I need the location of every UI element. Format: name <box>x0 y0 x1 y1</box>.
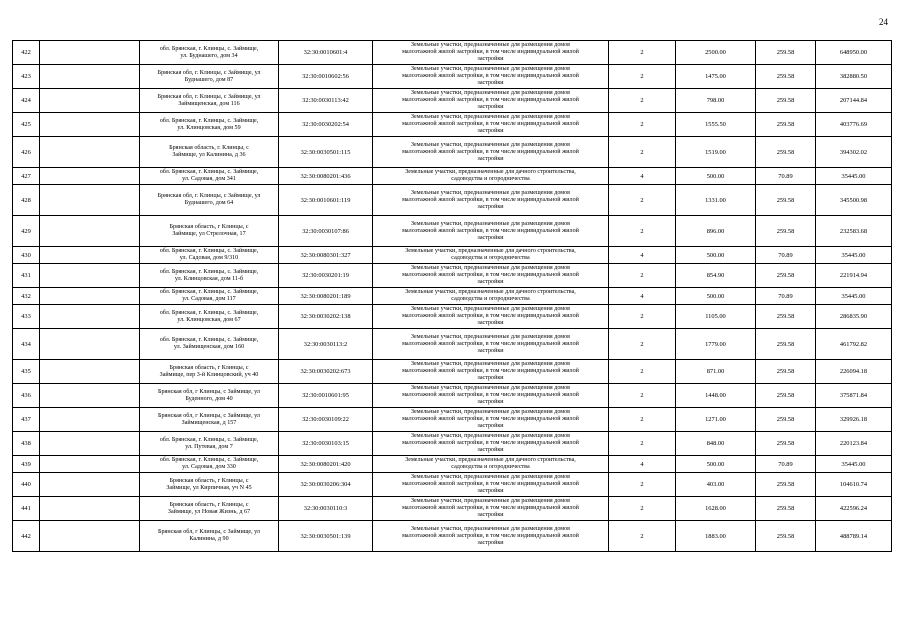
cadastral-value: 220123.84 <box>816 432 892 456</box>
land-use-cell: Земельные участки, предназначенные для размещения домов малоэтажной жилой застройки, в том числе индивидуальной жилой застройки <box>373 137 609 168</box>
group-number: 2 <box>609 521 676 552</box>
address-cell: Брянская обл, г Клинцы, с Займище, ул Займищенская, д 157 <box>140 408 279 432</box>
group-number: 2 <box>609 360 676 384</box>
area-cell: 500.00 <box>676 456 756 473</box>
row-number: 422 <box>13 41 40 65</box>
area-cell: 2500.00 <box>676 41 756 65</box>
rate-cell: 259.58 <box>756 264 816 288</box>
rate-cell: 70.89 <box>756 456 816 473</box>
area-cell: 1883.00 <box>676 521 756 552</box>
blank-cell <box>40 89 140 113</box>
address-cell: обл. Брянская, г. Клинцы, с. Займище, ул. Клинцовская, дом 67 <box>140 305 279 329</box>
cadastral-value: 382880.50 <box>816 65 892 89</box>
cadastral-value: 648950.00 <box>816 41 892 65</box>
group-number: 2 <box>609 137 676 168</box>
row-number: 435 <box>13 360 40 384</box>
table-row <box>13 408 892 432</box>
group-number: 2 <box>609 89 676 113</box>
rate-cell: 259.58 <box>756 384 816 408</box>
area-cell: 871.00 <box>676 360 756 384</box>
cadastral-number: 32:30:0030110:3 <box>279 497 373 521</box>
land-use-cell: Земельные участки, предназначенные для размещения домов малоэтажной жилой застройки, в том числе индивидуальной жилой застройки <box>373 360 609 384</box>
table-row <box>13 521 892 552</box>
cadastral-number: 32:30:0030109:22 <box>279 408 373 432</box>
cadastral-value: 461792.82 <box>816 329 892 360</box>
blank-cell <box>40 216 140 247</box>
blank-cell <box>40 497 140 521</box>
group-number: 4 <box>609 288 676 305</box>
address-cell: обл. Брянская, г. Клинцы, с. Займище, ул. Садовая, дом 9/310 <box>140 247 279 264</box>
area-cell: 500.00 <box>676 168 756 185</box>
address-cell: Брянская область, г Клинцы, с Займище, ул Кирпичная, уч N 45 <box>140 473 279 497</box>
cadastral-number: 32:30:0030201:19 <box>279 264 373 288</box>
land-plots-table <box>12 40 892 552</box>
group-number: 2 <box>609 497 676 521</box>
rate-cell: 259.58 <box>756 497 816 521</box>
rate-cell: 259.58 <box>756 360 816 384</box>
address-cell: Брянская обл, г. Клинцы, с Займище, ул Буднашего, дом 64 <box>140 185 279 216</box>
address-cell: обл. Брянская, г. Клинцы, с. Займище, ул. Садовая, дом 341 <box>140 168 279 185</box>
blank-cell <box>40 305 140 329</box>
rate-cell: 259.58 <box>756 89 816 113</box>
table-row <box>13 89 892 113</box>
cadastral-value: 221914.94 <box>816 264 892 288</box>
area-cell: 1331.00 <box>676 185 756 216</box>
rate-cell: 259.58 <box>756 41 816 65</box>
rate-cell: 259.58 <box>756 432 816 456</box>
address-cell: Брянская область, г Клинцы, с Займище, ул Стрелочная, 17 <box>140 216 279 247</box>
rate-cell: 259.58 <box>756 65 816 89</box>
row-number: 428 <box>13 185 40 216</box>
cadastral-value: 35445.00 <box>816 168 892 185</box>
address-cell: обл. Брянская, г. Клинцы, с. Займище, ул. Клинцовская, дом 11-б <box>140 264 279 288</box>
table-row <box>13 360 892 384</box>
group-number: 2 <box>609 329 676 360</box>
rate-cell: 259.58 <box>756 521 816 552</box>
group-number: 2 <box>609 473 676 497</box>
cadastral-value: 35445.00 <box>816 247 892 264</box>
area-cell: 1555.50 <box>676 113 756 137</box>
land-use-cell: Земельные участки, предназначенные для дачного строительства, садоводства и огородничества <box>373 288 609 305</box>
land-use-cell: Земельные участки, предназначенные для размещения домов малоэтажной жилой застройки, в том числе индивидуальной жилой застройки <box>373 185 609 216</box>
table-row <box>13 216 892 247</box>
land-use-cell: Земельные участки, предназначенные для размещения домов малоэтажной жилой застройки, в том числе индивидуальной жилой застройки <box>373 264 609 288</box>
table-row <box>13 497 892 521</box>
blank-cell <box>40 168 140 185</box>
land-use-cell: Земельные участки, предназначенные для размещения домов малоэтажной жилой застройки, в том числе индивидуальной жилой застройки <box>373 473 609 497</box>
table-row <box>13 456 892 473</box>
land-use-cell: Земельные участки, предназначенные для размещения домов малоэтажной жилой застройки, в том числе индивидуальной жилой застройки <box>373 329 609 360</box>
blank-cell <box>40 41 140 65</box>
address-cell: обл. Брянская, г. Клинцы, с. Займище, ул. Садовая, дом 330 <box>140 456 279 473</box>
land-use-cell: Земельные участки, предназначенные для размещения домов малоэтажной жилой застройки, в том числе индивидуальной жилой застройки <box>373 497 609 521</box>
land-use-cell: Земельные участки, предназначенные для размещения домов малоэтажной жилой застройки, в том числе индивидуальной жилой застройки <box>373 384 609 408</box>
group-number: 2 <box>609 185 676 216</box>
group-number: 2 <box>609 41 676 65</box>
cadastral-value: 286835.90 <box>816 305 892 329</box>
cadastral-number: 32:30:0030202:54 <box>279 113 373 137</box>
cadastral-value: 488789.14 <box>816 521 892 552</box>
row-number: 436 <box>13 384 40 408</box>
table-row <box>13 305 892 329</box>
cadastral-number: 32:30:0080201:420 <box>279 456 373 473</box>
rate-cell: 259.58 <box>756 305 816 329</box>
cadastral-number: 32:30:0080301:327 <box>279 247 373 264</box>
land-use-cell: Земельные участки, предназначенные для дачного строительства, садоводства и огородничества <box>373 168 609 185</box>
land-use-cell: Земельные участки, предназначенные для размещения домов малоэтажной жилой застройки, в том числе индивидуальной жилой застройки <box>373 89 609 113</box>
cadastral-number: 32:30:0030113:2 <box>279 329 373 360</box>
rate-cell: 259.58 <box>756 329 816 360</box>
table-row <box>13 185 892 216</box>
address-cell: обл. Брянская, г. Клинцы, с. Займище, ул. Путевая, дом 7 <box>140 432 279 456</box>
row-number: 426 <box>13 137 40 168</box>
blank-cell <box>40 360 140 384</box>
land-use-cell: Земельные участки, предназначенные для размещения домов малоэтажной жилой застройки, в том числе индивидуальной жилой застройки <box>373 521 609 552</box>
cadastral-value: 104610.74 <box>816 473 892 497</box>
table-row <box>13 65 892 89</box>
cadastral-value: 35445.00 <box>816 288 892 305</box>
land-use-cell: Земельные участки, предназначенные для размещения домов малоэтажной жилой застройки, в том числе индивидуальной жилой застройки <box>373 432 609 456</box>
address-cell: Брянская обл, г Клинцы, с Займище, ул Калинина, д 90 <box>140 521 279 552</box>
address-cell: Брянская область, г. Клинцы, с Займище, ул Калинина, д 36 <box>140 137 279 168</box>
blank-cell <box>40 408 140 432</box>
cadastral-value: 403776.69 <box>816 113 892 137</box>
row-number: 438 <box>13 432 40 456</box>
blank-cell <box>40 264 140 288</box>
area-cell: 896.00 <box>676 216 756 247</box>
cadastral-number: 32:30:0030113:42 <box>279 89 373 113</box>
land-use-cell: Земельные участки, предназначенные для размещения домов малоэтажной жилой застройки, в том числе индивидуальной жилой застройки <box>373 41 609 65</box>
table-row <box>13 288 892 305</box>
cadastral-value: 232583.68 <box>816 216 892 247</box>
cadastral-value: 394302.02 <box>816 137 892 168</box>
area-cell: 500.00 <box>676 288 756 305</box>
group-number: 2 <box>609 305 676 329</box>
area-cell: 854.90 <box>676 264 756 288</box>
group-number: 2 <box>609 384 676 408</box>
land-use-cell: Земельные участки, предназначенные для размещения домов малоэтажной жилой застройки, в том числе индивидуальной жилой застройки <box>373 408 609 432</box>
area-cell: 848.00 <box>676 432 756 456</box>
cadastral-number: 32:30:0010601:119 <box>279 185 373 216</box>
address-cell: Брянская обл, г Клинцы, с Займище, ул Буденного, дом 40 <box>140 384 279 408</box>
area-cell: 403.00 <box>676 473 756 497</box>
group-number: 4 <box>609 456 676 473</box>
blank-cell <box>40 384 140 408</box>
blank-cell <box>40 329 140 360</box>
group-number: 2 <box>609 216 676 247</box>
row-number: 431 <box>13 264 40 288</box>
row-number: 440 <box>13 473 40 497</box>
area-cell: 1271.00 <box>676 408 756 432</box>
cadastral-number: 32:30:0030501:139 <box>279 521 373 552</box>
row-number: 433 <box>13 305 40 329</box>
row-number: 427 <box>13 168 40 185</box>
rate-cell: 259.58 <box>756 473 816 497</box>
area-cell: 1448.00 <box>676 384 756 408</box>
cadastral-number: 32:30:0030202:138 <box>279 305 373 329</box>
table-row <box>13 264 892 288</box>
group-number: 4 <box>609 168 676 185</box>
rate-cell: 259.58 <box>756 113 816 137</box>
area-cell: 1779.00 <box>676 329 756 360</box>
land-use-cell: Земельные участки, предназначенные для размещения домов малоэтажной жилой застройки, в том числе индивидуальной жилой застройки <box>373 65 609 89</box>
address-cell: Брянская область, г Клинцы, с Займище, ул Новая Жизнь, д 67 <box>140 497 279 521</box>
cadastral-value: 375871.84 <box>816 384 892 408</box>
blank-cell <box>40 473 140 497</box>
cadastral-value: 207144.84 <box>816 89 892 113</box>
area-cell: 500.00 <box>676 247 756 264</box>
land-use-cell: Земельные участки, предназначенные для дачного строительства, садоводства и огородничества <box>373 247 609 264</box>
group-number: 2 <box>609 432 676 456</box>
area-cell: 1519.00 <box>676 137 756 168</box>
rate-cell: 259.58 <box>756 137 816 168</box>
blank-cell <box>40 247 140 264</box>
page-number: 24 <box>879 17 888 27</box>
blank-cell <box>40 288 140 305</box>
table-row <box>13 432 892 456</box>
rate-cell: 70.89 <box>756 247 816 264</box>
land-use-cell: Земельные участки, предназначенные для дачного строительства, садоводства и огородничества <box>373 456 609 473</box>
row-number: 425 <box>13 113 40 137</box>
blank-cell <box>40 113 140 137</box>
table-row <box>13 168 892 185</box>
cadastral-value: 226094.18 <box>816 360 892 384</box>
blank-cell <box>40 521 140 552</box>
cadastral-number: 32:30:0030206:304 <box>279 473 373 497</box>
row-number: 430 <box>13 247 40 264</box>
area-cell: 1628.00 <box>676 497 756 521</box>
blank-cell <box>40 65 140 89</box>
group-number: 2 <box>609 65 676 89</box>
table-row <box>13 473 892 497</box>
table-row <box>13 137 892 168</box>
address-cell: обл. Брянская, г. Клинцы, с. Займище, ул. Буднашего, дом 34 <box>140 41 279 65</box>
cadastral-number: 32:30:0030202:673 <box>279 360 373 384</box>
area-cell: 1475.00 <box>676 65 756 89</box>
land-use-cell: Земельные участки, предназначенные для размещения домов малоэтажной жилой застройки, в том числе индивидуальной жилой застройки <box>373 216 609 247</box>
cadastral-number: 32:30:0080201:436 <box>279 168 373 185</box>
row-number: 429 <box>13 216 40 247</box>
row-number: 439 <box>13 456 40 473</box>
cadastral-value: 422596.24 <box>816 497 892 521</box>
table-row <box>13 41 892 65</box>
row-number: 434 <box>13 329 40 360</box>
cadastral-number: 32:30:0010602:56 <box>279 65 373 89</box>
table-row <box>13 384 892 408</box>
address-cell: Брянская область, г Клинцы, с Займище, пер 3-й Клинцовский, уч 40 <box>140 360 279 384</box>
cadastral-value: 345500.98 <box>816 185 892 216</box>
address-cell: Брянская обл, г. Клинцы, с Займище, ул Займищенская, дом 116 <box>140 89 279 113</box>
address-cell: обл. Брянская, г. Клинцы, с. Займище, ул. Садовая, дом 117 <box>140 288 279 305</box>
cadastral-number: 32:30:0010601:95 <box>279 384 373 408</box>
blank-cell <box>40 185 140 216</box>
cadastral-number: 32:30:0030107:86 <box>279 216 373 247</box>
address-cell: Брянская обл, г. Клинцы, с Займище, ул Буднашего, дом 87 <box>140 65 279 89</box>
row-number: 437 <box>13 408 40 432</box>
rate-cell: 259.58 <box>756 216 816 247</box>
blank-cell <box>40 137 140 168</box>
address-cell: обл. Брянская, г. Клинцы, с. Займище, ул. Клинцовская, дом 59 <box>140 113 279 137</box>
cadastral-number: 32:30:0080201:189 <box>279 288 373 305</box>
area-cell: 1105.00 <box>676 305 756 329</box>
cadastral-number: 32:30:0010601:4 <box>279 41 373 65</box>
area-cell: 798.00 <box>676 89 756 113</box>
cadastral-value: 35445.00 <box>816 456 892 473</box>
blank-cell <box>40 456 140 473</box>
land-use-cell: Земельные участки, предназначенные для размещения домов малоэтажной жилой застройки, в том числе индивидуальной жилой застройки <box>373 305 609 329</box>
group-number: 4 <box>609 247 676 264</box>
rate-cell: 70.89 <box>756 288 816 305</box>
group-number: 2 <box>609 408 676 432</box>
group-number: 2 <box>609 113 676 137</box>
table-row <box>13 329 892 360</box>
cadastral-number: 32:30:0030501:115 <box>279 137 373 168</box>
table-row <box>13 113 892 137</box>
rate-cell: 70.89 <box>756 168 816 185</box>
row-number: 432 <box>13 288 40 305</box>
group-number: 2 <box>609 264 676 288</box>
cadastral-number: 32:30:0030103:15 <box>279 432 373 456</box>
address-cell: обл. Брянская, г. Клинцы, с. Займище, ул. Займищенская, дом 160 <box>140 329 279 360</box>
land-use-cell: Земельные участки, предназначенные для размещения домов малоэтажной жилой застройки, в том числе индивидуальной жилой застройки <box>373 113 609 137</box>
rate-cell: 259.58 <box>756 408 816 432</box>
cadastral-value: 329926.18 <box>816 408 892 432</box>
rate-cell: 259.58 <box>756 185 816 216</box>
row-number: 423 <box>13 65 40 89</box>
row-number: 441 <box>13 497 40 521</box>
row-number: 424 <box>13 89 40 113</box>
row-number: 442 <box>13 521 40 552</box>
table-row <box>13 247 892 264</box>
blank-cell <box>40 432 140 456</box>
